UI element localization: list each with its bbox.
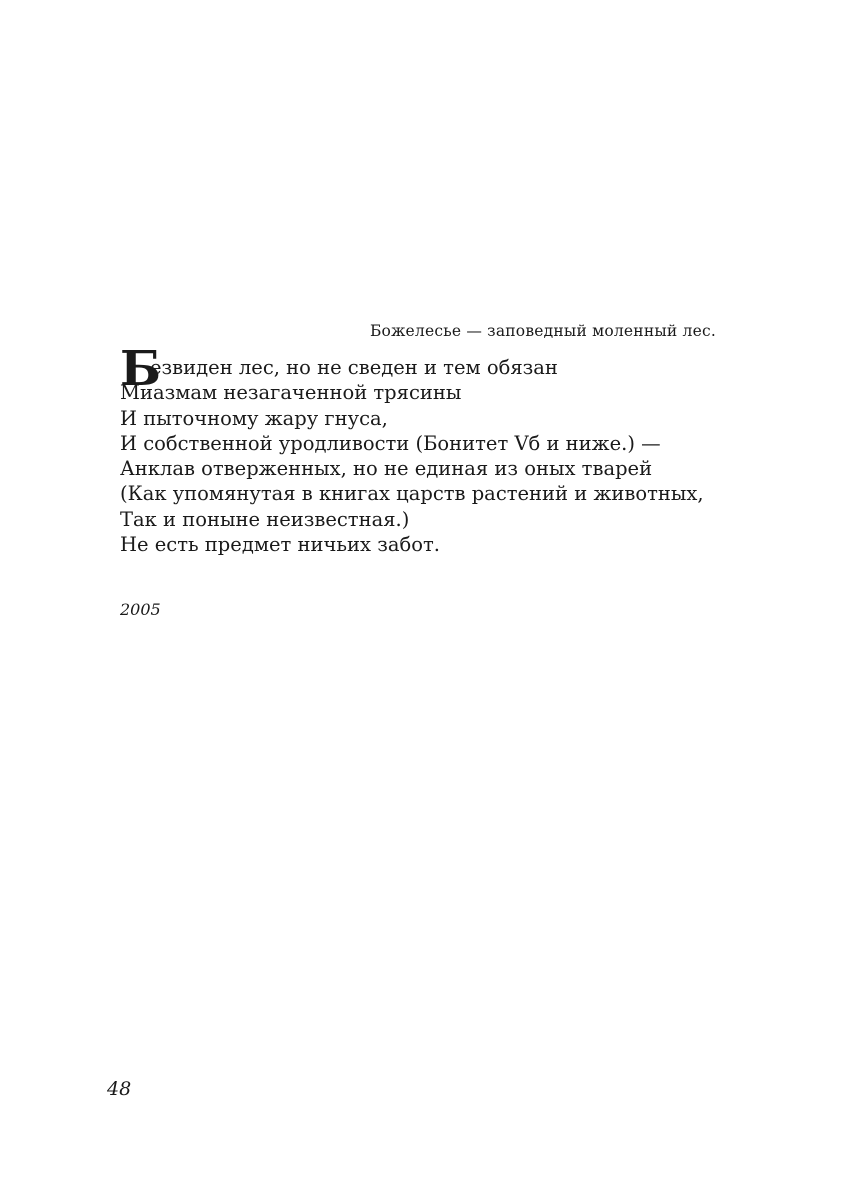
poem-line-6: (Как упомянутая в книгах царств растений и животных, <box>120 482 704 506</box>
page-number: 48 <box>107 1078 132 1100</box>
poem-line-8: Не есть предмет ничьих забот. <box>120 533 440 557</box>
poem-year: 2005 <box>120 600 161 619</box>
poem-line-1-text: езвиден лес, но не сведен и тем обязан <box>150 356 558 379</box>
poem-line-4: И собственной уродливости (Бонитет Vб и ниже.) — <box>120 431 661 455</box>
poem-line-5: Анклав отверженных, но не единая из оных тварей <box>120 457 653 481</box>
poem-line-3: И пыточному жару гнуса, <box>120 406 388 430</box>
poem <box>120 341 704 557</box>
poem-line-2: Миазмам незагаченной трясины <box>120 381 462 405</box>
epigraph: Божелесье — заповедный моленный лес. <box>369 322 716 340</box>
poem-line-7: Так и поныне неизвестная.) <box>120 507 410 531</box>
drop-cap: Б <box>120 341 162 397</box>
